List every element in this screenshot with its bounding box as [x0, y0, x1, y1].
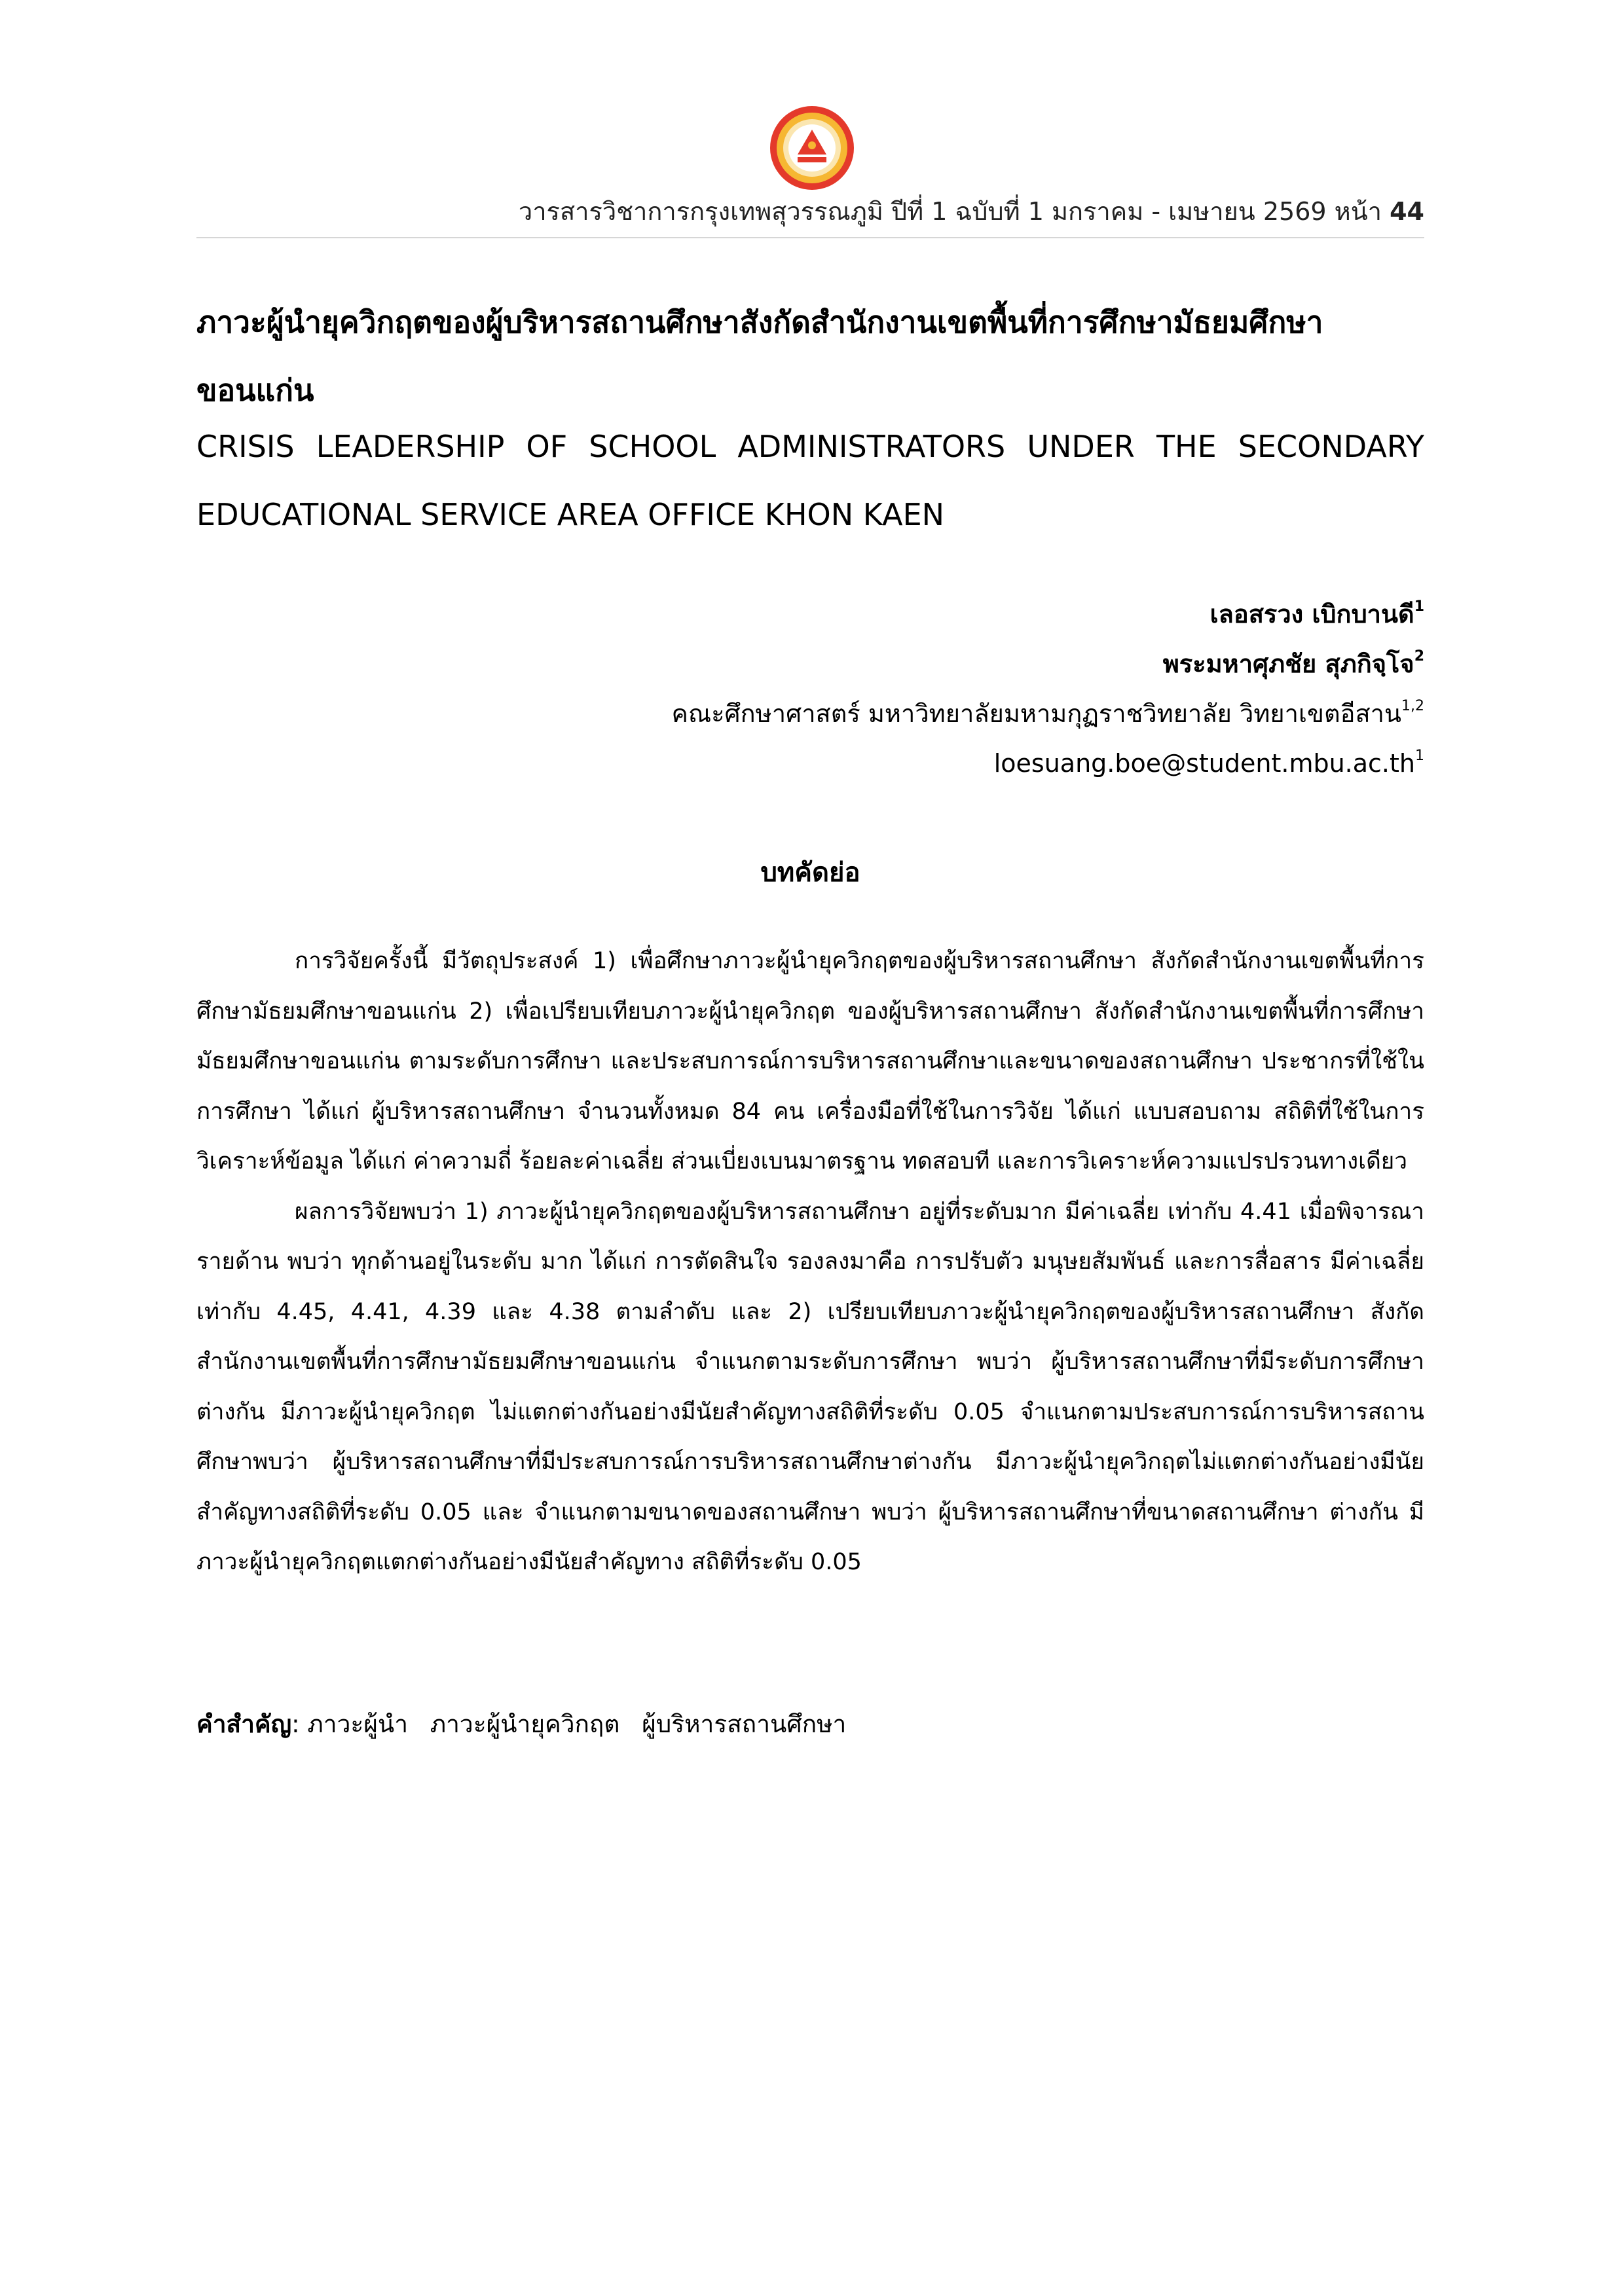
- affiliation-text: คณะศึกษาศาสตร์ มหาวิทยาลัยมหามกุฏราชวิทยาลัย วิทยาเขตอีสาน: [671, 699, 1401, 728]
- keywords: [196, 1705, 1424, 1743]
- title-thai: [196, 288, 1424, 424]
- journal-info: วารสารวิชาการกรุงเทพสุวรรณภูมิ ปีที่ 1 ฉบับที่ 1 มกราคม - เมษายน 2569 หน้า: [518, 197, 1382, 226]
- title-thai-line-2: ขอนแก่น: [196, 373, 314, 408]
- title-word: SECONDARY: [1238, 429, 1424, 464]
- title-english-line-1: [196, 412, 1424, 481]
- keyword-item: ผู้บริหารสถานศึกษา: [642, 1710, 847, 1738]
- author-2: [671, 639, 1424, 689]
- title-word: LEADERSHIP: [316, 429, 505, 464]
- title-word: THE: [1156, 429, 1217, 464]
- title-english-line-2: EDUCATIONAL SERVICE AREA OFFICE KHON KAEN: [196, 497, 945, 532]
- title-thai-line-1: ภาวะผู้นำยุควิกฤตของผู้บริหารสถานศึกษาสังกัดสำนักงานเขตพื้นที่การศึกษามัธยมศึกษา: [196, 304, 1323, 340]
- header-divider: [196, 237, 1424, 238]
- abstract-paragraph-1: การวิจัยครั้งนี้ มีวัตถุประสงค์ 1) เพื่อศึกษาภาวะผู้นำยุควิกฤตของผู้บริหารสถานศึกษา สังกัดสำนักงานเขตพื้นที่การศึกษามัธยมศึกษาขอนแก่น 2) เพื่อเปรียบเทียบภาวะผู้นำยุควิกฤต ของผู้บริหารสถานศึกษา สังกัดสำนักงานเขตพื้นที่การศึกษามัธยมศึกษาขอนแก่น ตามระดับการศึกษา และประสบการณ์การบริหารสถานศึกษาและขนาดของสถานศึกษา ประชากรที่ใช้ในการศึกษา ได้แก่ ผู้บริหารสถานศึกษา จำนวนทั้งหมด 84 คน เครื่องมือที่ใช้ในการวิจัย ได้แก่ แบบสอบถาม สถิติที่ใช้ในการวิเคราะห์ข้อมูล ได้แก่ ค่าความถี่ ร้อยละค่าเฉลี่ย ส่วนเบี่ยงเบนมาตรฐาน ทดสอบที และการวิเคราะห์ความแปรปรวนทางเดียว: [196, 948, 1424, 1175]
- abstract-body: [196, 936, 1424, 1588]
- title-word: ADMINISTRATORS: [737, 429, 1006, 464]
- author-1: [671, 589, 1424, 639]
- page-number: 44: [1390, 197, 1424, 226]
- email-address[interactable]: loesuang.boe@student.mbu.ac.th: [993, 749, 1415, 778]
- title-word: UNDER: [1027, 429, 1135, 464]
- author-2-affil-mark: 2: [1414, 648, 1424, 665]
- university-seal-icon: [769, 105, 855, 191]
- title-word: SCHOOL: [589, 429, 716, 464]
- title-word: OF: [526, 429, 568, 464]
- abstract-paragraph-2: ผลการวิจัยพบว่า 1) ภาวะผู้นำยุควิกฤตของผู้บริหารสถานศึกษา อยู่ที่ระดับมาก มีค่าเฉลี่ย เท่ากับ 4.41 เมื่อพิจารณารายด้าน พบว่า ทุกด้านอยู่ในระดับ มาก ได้แก่ การตัดสินใจ รองลงมาคือ การปรับตัว มนุษยสัมพันธ์ และการสื่อสาร มีค่าเฉลี่ยเท่ากับ 4.45, 4.41, 4.39 และ 4.38 ตามลำดับ และ 2) เปรียบเทียบภาวะผู้นำยุควิกฤตของผู้บริหารสถานศึกษา สังกัดสำนักงานเขตพื้นที่การศึกษามัธยมศึกษาขอนแก่น จำแนกตามระดับการศึกษา พบว่า ผู้บริหารสถานศึกษาที่มีระดับการศึกษา ต่างกัน มีภาวะผู้นำยุควิกฤต ไม่แตกต่างกันอย่างมีนัยสำคัญทางสถิติที่ระดับ 0.05 จำแนกตามประสบการณ์การบริหารสถานศึกษาพบว่า ผู้บริหารสถานศึกษาที่มีประสบการณ์การบริหารสถานศึกษาต่างกัน มีภาวะผู้นำยุควิกฤตไม่แตกต่างกันอย่างมีนัยสำคัญทางสถิติที่ระดับ 0.05 และ จำแนกตามขนาดของสถานศึกษา พบว่า ผู้บริหารสถานศึกษาที่ขนาดสถานศึกษา ต่างกัน มีภาวะผู้นำยุควิกฤตแตกต่างกันอย่างมีนัยสำคัญทาง สถิติที่ระดับ 0.05: [196, 1198, 1424, 1575]
- author-1-name: เลอสรวง เบิกบานดี: [1209, 600, 1414, 629]
- email: [671, 738, 1424, 788]
- email-mark: 1: [1415, 748, 1424, 764]
- author-block: [671, 589, 1424, 788]
- author-2-name: พระมหาศุภชัย สุภกิจฺโจ: [1162, 649, 1414, 678]
- keyword-item: ภาวะผู้นำ: [307, 1710, 408, 1738]
- keywords-colon: :: [291, 1710, 308, 1738]
- title-word: CRISIS: [196, 429, 295, 464]
- title-english: [196, 412, 1424, 549]
- affiliation-mark: 1,2: [1401, 698, 1424, 714]
- author-1-affil-mark: 1: [1414, 598, 1424, 615]
- keyword-item: ภาวะผู้นำยุควิกฤต: [430, 1710, 620, 1738]
- affiliation: [671, 689, 1424, 738]
- abstract-heading: บทคัดย่อ: [760, 858, 860, 888]
- keywords-label: คำสำคัญ: [196, 1710, 292, 1738]
- journal-header: [196, 191, 1424, 231]
